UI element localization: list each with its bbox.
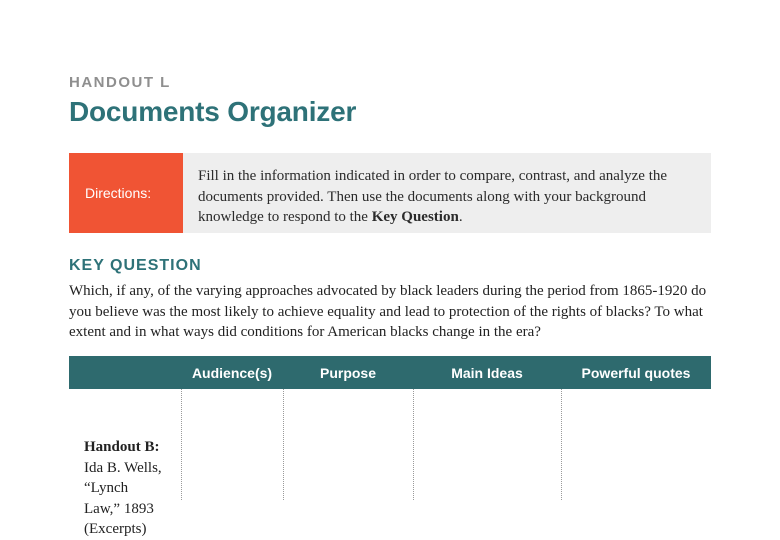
documents-table [69, 356, 711, 537]
cell-purpose[interactable] [283, 389, 413, 500]
page-title: Documents Organizer [69, 96, 357, 127]
row-document-title: Handout B: [84, 439, 160, 455]
directions-text [183, 153, 698, 233]
table-row [69, 389, 711, 537]
table-header-audience: Audience(s) [191, 364, 273, 381]
row-document-line: Law,” 1893 [84, 500, 154, 517]
directions-label: Directions: [69, 153, 183, 233]
row-document-line: “Lynch [84, 480, 129, 496]
cell-main-ideas[interactable] [413, 389, 561, 500]
row-document-label [69, 389, 181, 537]
table-header-row [69, 356, 711, 389]
row-document-line: (Excerpts) [84, 521, 147, 537]
directions-text-start: Fill in the information indicated in order to compare, contrast, and analyze the documents provided. Then use the documents along with your background knowledge to respond to the [198, 168, 668, 225]
table-header-main-ideas: Main Ideas [451, 364, 523, 381]
key-question-heading: KEY QUESTION [69, 257, 202, 274]
row-document-line: Ida B. Wells, [84, 459, 162, 476]
key-question-text: Which, if any, of the varying approaches advocated by black leaders during the period from 1865-1920 do you believe was the most likely to achieve equality and lead to protection of the rights of blacks? To what extent and in what ways did conditions for American blacks change in the era? [69, 283, 707, 340]
directions-key-question-bold: Key Question [371, 209, 459, 225]
table-header-powerful-quotes: Powerful quotes [581, 364, 691, 381]
cell-audience[interactable] [181, 389, 283, 500]
table-header-blank [69, 356, 181, 389]
directions-box [69, 153, 711, 233]
handout-label: HANDOUT L [69, 74, 171, 91]
cell-powerful-quotes[interactable] [561, 389, 711, 500]
table-header-purpose: Purpose [319, 364, 376, 381]
directions-text-end: . [458, 209, 463, 225]
